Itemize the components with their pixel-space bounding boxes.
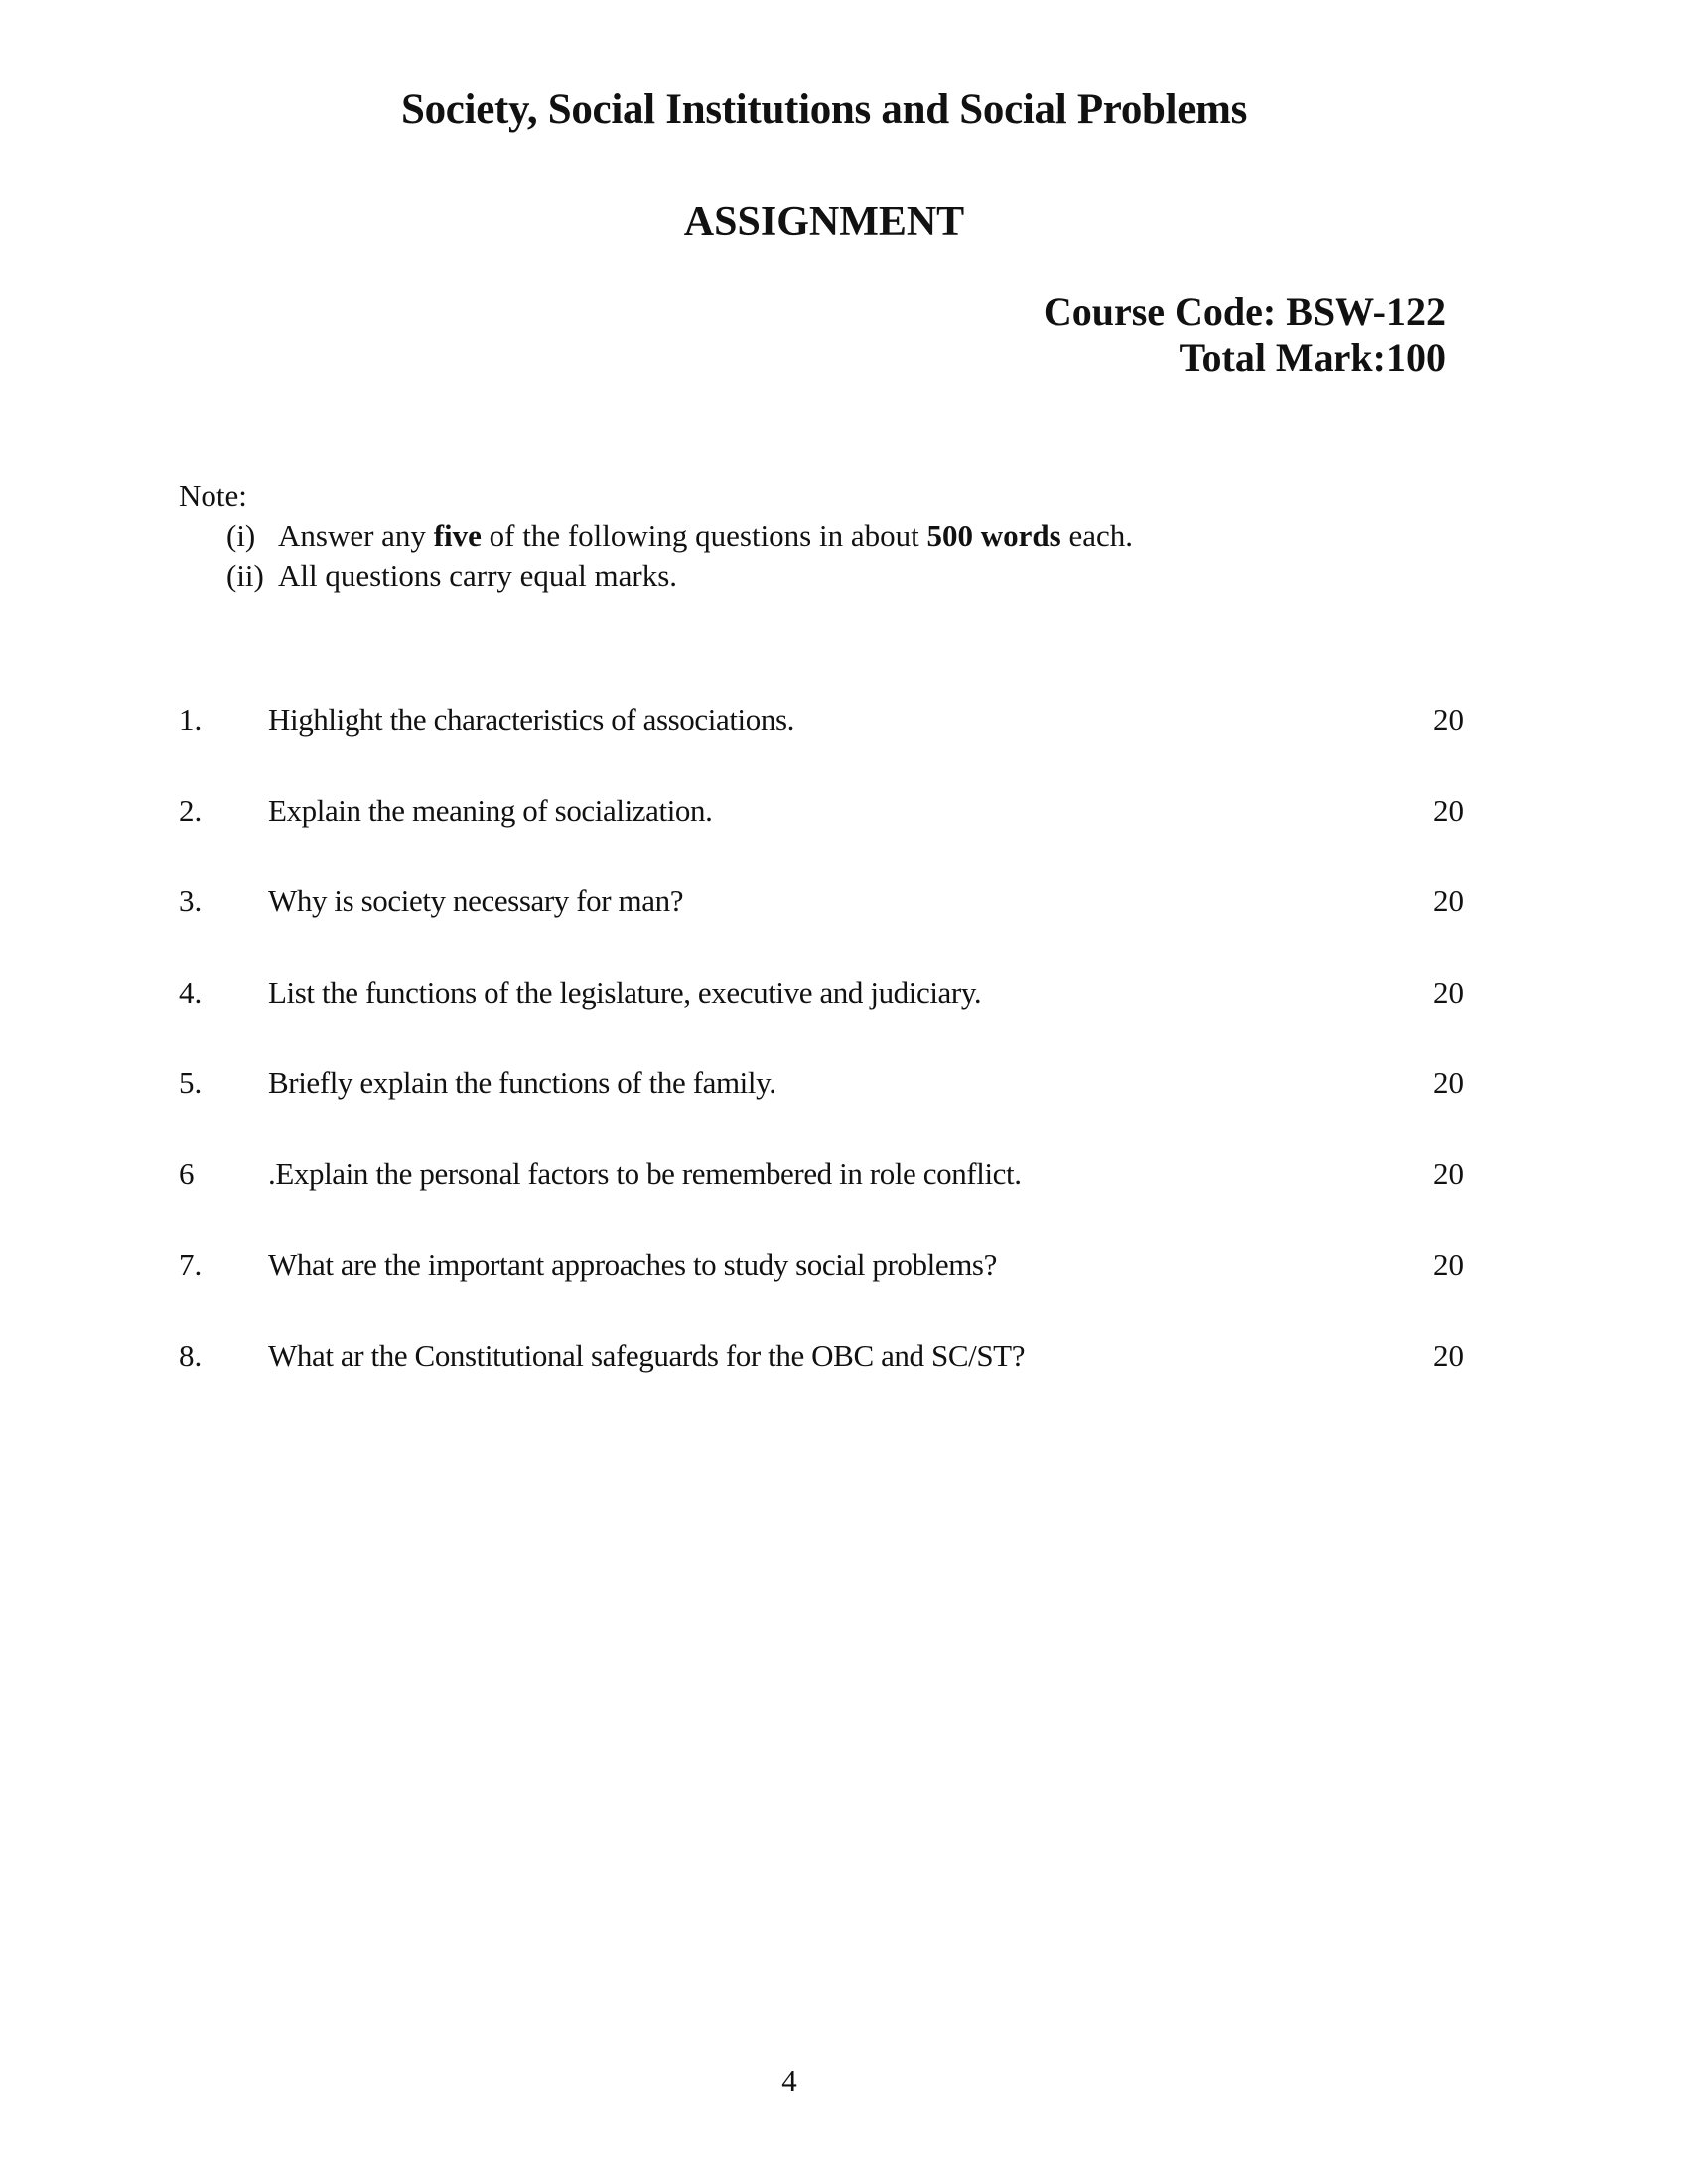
- total-mark: Total Mark:100: [1179, 336, 1446, 380]
- note-text-part: of the following questions in about: [481, 518, 927, 553]
- question-text: Briefly explain the functions of the family.: [268, 1065, 776, 1100]
- question-item: [179, 975, 1464, 1066]
- question-marks: 20: [1433, 702, 1464, 737]
- question-text: Highlight the characteristics of associations.: [268, 702, 794, 737]
- note-item-number: (i): [226, 518, 256, 553]
- note-text-part: Answer any: [278, 518, 434, 553]
- question-number: 2.: [179, 792, 203, 828]
- question-number: 4.: [179, 974, 203, 1010]
- document-title: Society, Social Institutions and Social Problems: [400, 86, 1248, 133]
- question-number: 8.: [179, 1337, 203, 1373]
- course-info: [1044, 288, 1446, 381]
- question-number: 5.: [179, 1065, 203, 1100]
- question-text: What are the important approaches to study social problems?: [268, 1247, 997, 1282]
- question-text: List the functions of the legislature, executive and judiciary.: [268, 974, 982, 1010]
- question-number: 7.: [179, 1247, 203, 1282]
- question-marks: 20: [1433, 1156, 1464, 1191]
- question-text: .Explain the personal factors to be remembered in role conflict.: [268, 1156, 1022, 1191]
- note-bold-five: five: [433, 518, 482, 553]
- question-item: [179, 1065, 1464, 1157]
- note-item-text: [278, 516, 1133, 556]
- question-item: [179, 793, 1464, 885]
- question-item: [179, 1157, 1464, 1248]
- course-code: Course Code: BSW-122: [1043, 289, 1446, 334]
- question-marks: 20: [1433, 884, 1464, 918]
- question-item: [179, 1338, 1464, 1430]
- question-text: Explain the meaning of socialization.: [268, 792, 713, 828]
- question-marks: 20: [1433, 974, 1464, 1010]
- question-item: [179, 702, 1464, 793]
- note-item-text: All questions carry equal marks.: [278, 558, 678, 593]
- question-number: 3.: [179, 884, 203, 918]
- note-label: Note:: [179, 478, 247, 513]
- question-item: [179, 1247, 1464, 1338]
- question-number: 6: [179, 1156, 195, 1191]
- note-item: [226, 516, 1133, 556]
- note-text-part: each.: [1060, 518, 1133, 553]
- note-item: [226, 556, 1133, 596]
- note-section: [179, 477, 1133, 596]
- note-item-number: (ii): [226, 558, 264, 593]
- question-item: [179, 884, 1464, 975]
- note-bold-words: 500 words: [926, 518, 1061, 553]
- question-marks: 20: [1433, 1337, 1464, 1373]
- question-text: Why is society necessary for man?: [268, 884, 684, 918]
- question-marks: 20: [1433, 1247, 1464, 1282]
- document-subtitle: ASSIGNMENT: [683, 200, 965, 245]
- question-marks: 20: [1433, 1065, 1464, 1100]
- question-text: What ar the Constitutional safeguards for the OBC and SC/ST?: [268, 1337, 1026, 1373]
- question-list: [179, 702, 1464, 1429]
- page-number: 4: [781, 2063, 797, 2098]
- question-marks: 20: [1433, 792, 1464, 828]
- question-number: 1.: [179, 702, 203, 737]
